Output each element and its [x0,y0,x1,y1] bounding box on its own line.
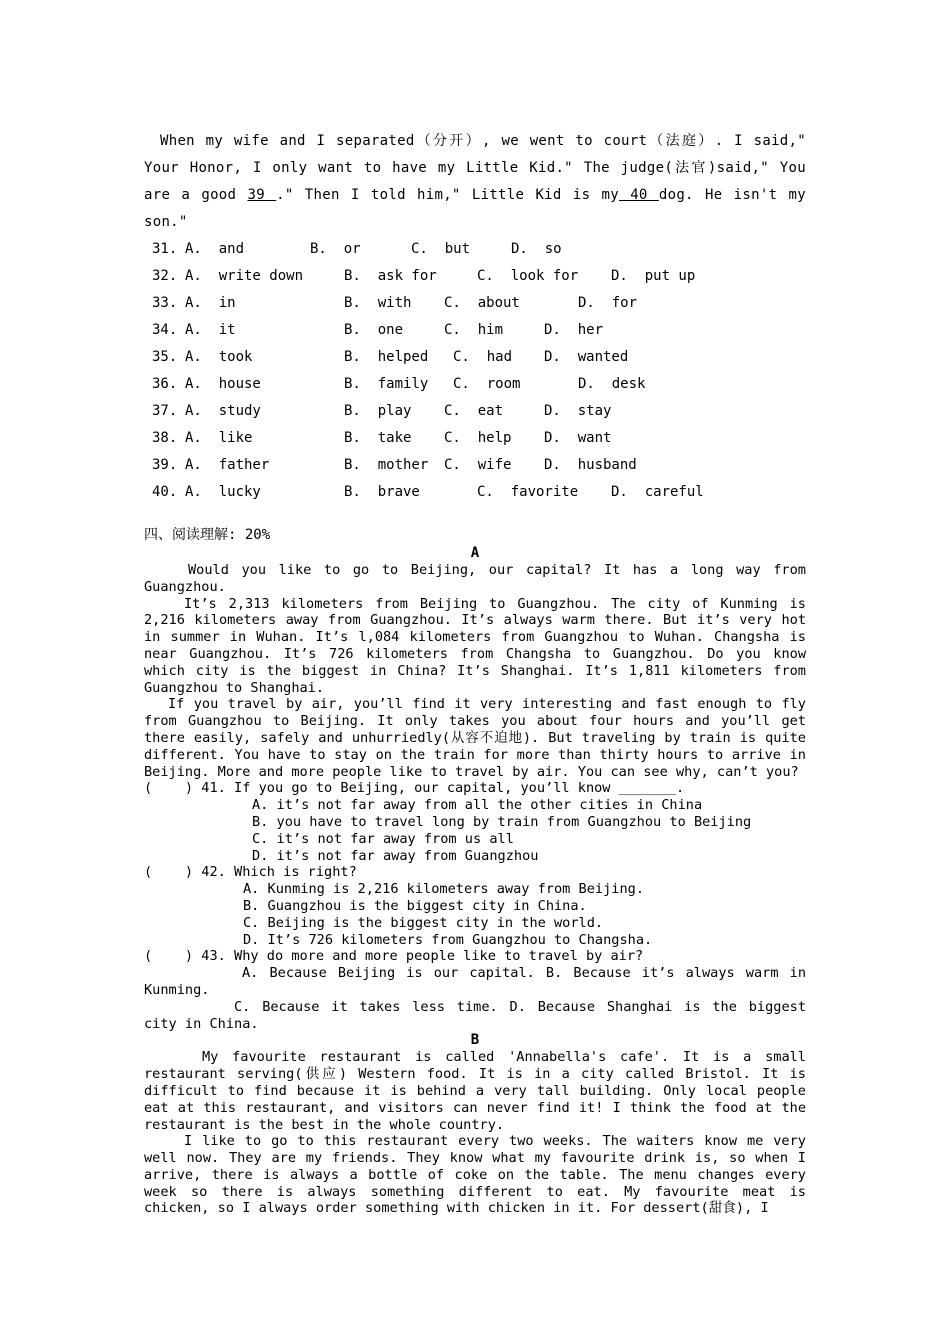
question-42 [144,864,806,948]
option-d: D. her [544,322,604,338]
option-c: C. favorite [477,484,579,500]
option-a: A. took [185,349,253,365]
option-a: A. lucky [185,484,261,500]
option-b: B. ask for [344,268,437,284]
option-row [152,452,806,479]
option-a: A. study [185,403,261,419]
passage-a [144,562,806,780]
option-row [152,344,806,371]
option-d: D. stay [544,403,612,419]
option-a: A. like [185,430,253,446]
option-c: C. about [444,295,520,311]
option-b: B. with [344,295,412,311]
answer-choice: B. Guangzhou is the biggest city in China. [243,897,587,914]
option-c: C. eat [444,403,504,419]
question-stem: ( ) 43. Why do more and more people like to travel by air? [144,948,644,965]
option-d: D. put up [611,268,696,284]
option-b: B. mother [344,457,429,473]
option-c: C. had [453,349,513,365]
option-number: 32. [152,268,178,284]
option-c: C. wife [444,457,512,473]
option-a: A. and [185,241,245,257]
option-a: A. in [185,295,236,311]
option-number: 36. [152,376,178,392]
answer-choice: C. Beijing is the biggest city in the world. [243,914,604,931]
cloze-text: ." Then I told him," Little Kid is my [276,187,619,203]
option-b: B. family [344,376,429,392]
passage-a-paragraph: Would you like to go to Beijing, our capital? It has a long way from Guangzhou. [144,562,806,595]
answer-choice: A. Kunming is 2,216 kilometers away from Beijing. [243,881,645,898]
option-number: 34. [152,322,178,338]
option-row [152,290,806,317]
passage-b [144,1049,806,1217]
answer-choice: B. you have to travel long by train from Guangzhou to Beijing [252,813,752,830]
question-stem: ( ) 41. If you go to Beijing, our capital, you’ll know _______. [144,780,685,797]
option-b: B. or [310,241,361,257]
answer-choice: D. it’s not far away from Guangzhou [252,847,539,864]
option-row [152,425,806,452]
option-d: D. desk [578,376,646,392]
option-row [152,236,806,263]
answer-choice: A. it’s not far away from all the other cities in China [252,797,703,814]
cloze-text: dog. He isn't my son." [144,187,806,230]
option-row [152,371,806,398]
passage-a-paragraph: If you travel by air, you’ll find it very interesting and fast enough to fly from Guangzhou to Beijing. It only takes you about four hours and you’ll get there easily, safely and unhurriedly(从容不迫地). But traveling by train is quite different. You have to stay on the train for more than thirty hours to arrive in Beijing. More and more people like to travel by air. You can see why, can’t you? [144,696,806,780]
cloze-intro-paragraph [144,128,806,236]
option-c: C. him [444,322,504,338]
option-c: C. help [444,430,512,446]
option-d: D. careful [611,484,704,500]
exam-page [144,128,806,1217]
option-b: B. one [344,322,404,338]
passage-a-paragraph: It’s 2,313 kilometers from Beijing to Guangzhou. The city of Kunming is 2,216 kilometers away from Guangzhou. It’s always warm there. But it’s very hot in summer in Wuhan. It’s l,084 kilometers from Guangzhou to Wuhan. Changsha is near Guangzhou. It’s 726 kilometers from Changsha to Guangzhou. Do you know which city is the biggest in China? It’s Shanghai. It’s 1,811 kilometers from Guangzhou to Shanghai. [144,595,806,696]
option-b: B. helped [344,349,429,365]
option-a: A. write down [185,268,304,284]
option-b: B. brave [344,484,420,500]
option-d: D. want [544,430,612,446]
answer-choice: C. it’s not far away from us all [252,830,514,847]
option-a: A. it [185,322,236,338]
question-41 [144,780,806,864]
option-row [152,398,806,425]
option-number: 38. [152,430,178,446]
option-a: A. father [185,457,270,473]
option-number: 39. [152,457,178,473]
question-stem: ( ) 42. Which is right? [144,864,357,881]
passage-b-label: B [470,1032,480,1049]
cloze-options [152,236,806,506]
blank-40: 40 [618,187,659,203]
option-number: 40. [152,484,178,500]
passage-a-label: A [470,545,480,561]
cloze-passage [144,128,806,236]
option-row [152,263,806,290]
cloze-text: When my wife and I separated（分开）, we went to court（法庭）. I said," Your Honor, I only want to have my Little Kid." The judge(法官)said," You are a good [144,133,806,203]
option-number: 35. [152,349,178,365]
option-b: B. take [344,430,412,446]
option-a: A. house [185,376,261,392]
option-number: 33. [152,295,178,311]
option-row [152,317,806,344]
option-c: C. but [411,241,471,257]
option-d: D. so [511,241,562,257]
passage-b-paragraph: I like to go to this restaurant every two weeks. The waiters know me very well now. They are my friends. They know what my favourite drink is, so when I arrive, there is always a bottle of coke on the table. The menu changes every week so there is always something different to eat. My favourite meat is chicken, so I always order something with chicken in it. For dessert(甜食), I [144,1133,806,1217]
option-c: C. room [453,376,521,392]
reading-section-title: 四、阅读理解: 20% [144,527,271,543]
answer-choices: C. Because it takes less time. D. Because Shanghai is the biggest city in China. [144,998,806,1032]
option-row [152,479,806,506]
option-b: B. play [344,403,412,419]
answer-choice: D. It’s 726 kilometers from Guangzhou to Changsha. [243,931,653,948]
question-43 [144,948,806,1032]
passage-b-paragraph: My favourite restaurant is called 'Annabella's cafe'. It is a small restaurant serving(供应) Western food. It is in a city called Bristol. It is difficult to find because it is behind a very tall building. Only local people eat at this restaurant, and visitors can never find it! I think the food at the restaurant is the best in the whole country. [144,1049,806,1133]
option-d: D. husband [544,457,637,473]
option-d: D. for [578,295,638,311]
blank-39: 39 [247,187,277,203]
option-d: D. wanted [544,349,629,365]
answer-choices: A. Because Beijing is our capital. B. Because it’s always warm in Kunming. [144,965,806,998]
option-number: 31. [152,241,178,257]
option-c: C. look for [477,268,579,284]
option-number: 37. [152,403,178,419]
